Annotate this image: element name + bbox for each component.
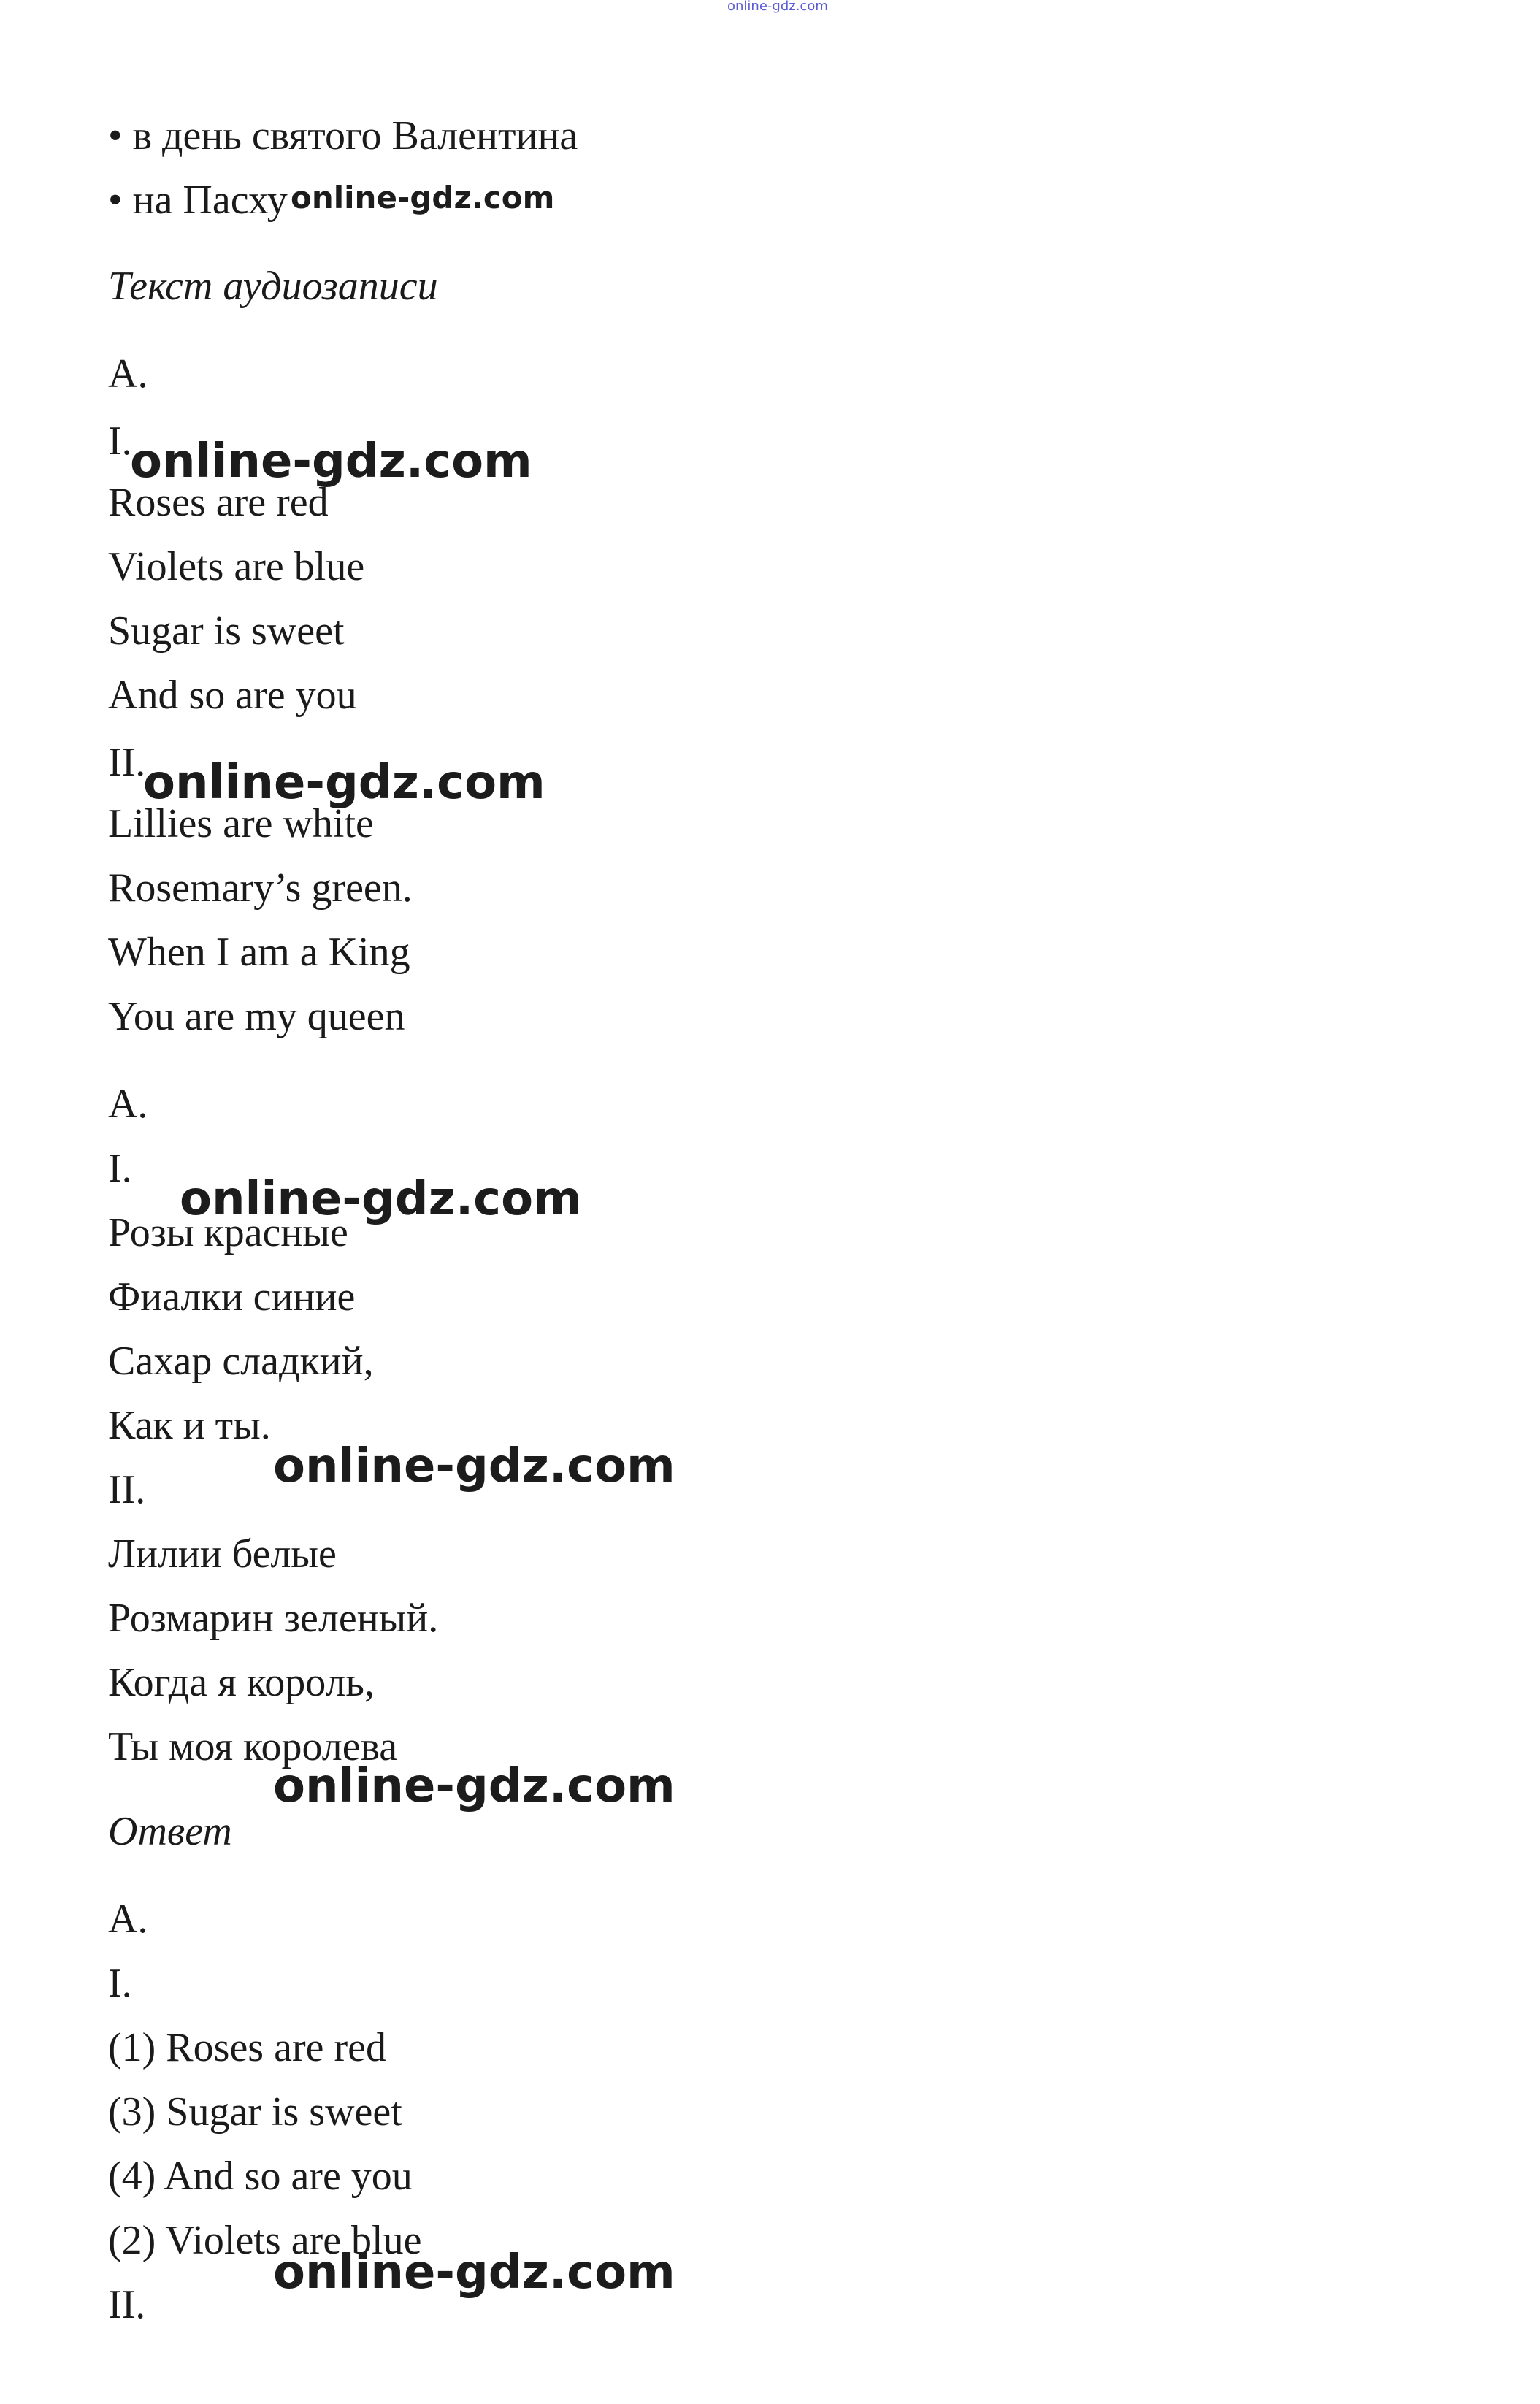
original-part2-line-1: Lillies are white [108, 801, 374, 846]
watermark-2: online-gdz.com [130, 435, 532, 489]
translation-part1-label: I. [108, 1146, 132, 1191]
translation-part2-line-2: Розмарин зеленый. [108, 1596, 439, 1641]
original-part1-line-4: And so are you [108, 673, 357, 718]
watermark-6: online-gdz.com [273, 1759, 675, 1813]
translation-part1-line-1: Розы красные [108, 1210, 348, 1255]
original-part2-line-4: You are my queen [108, 994, 405, 1039]
original-part2-line-3: When I am a King [108, 930, 410, 975]
translation-part2-line-3: Когда я король, [108, 1660, 375, 1705]
translation-section-a: A. [108, 1082, 148, 1127]
translation-part1-line-4: Как и ты. [108, 1403, 271, 1448]
answer-line-3: (4) And so are you [108, 2154, 413, 2199]
watermark-3: online-gdz.com [143, 756, 545, 810]
watermark-7: online-gdz.com [273, 2246, 675, 2300]
translation-part2-label: II. [108, 1467, 146, 1512]
translation-part1-line-3: Сахар сладкий, [108, 1339, 374, 1384]
original-part1-line-2: Violets are blue [108, 544, 365, 589]
original-part1-line-3: Sugar is sweet [108, 608, 345, 654]
original-section-a: A. [108, 351, 148, 397]
audio-heading: Текст аудиозаписи [108, 264, 438, 309]
original-part1-label: I. [108, 418, 132, 464]
watermark-5: online-gdz.com [273, 1439, 675, 1493]
translation-part2-line-1: Лилии белые [108, 1531, 337, 1577]
answer-section-a: A. [108, 1896, 148, 1942]
answer-line-4: (2) Violets are blue [108, 2218, 422, 2263]
bullet-easter: • на Пасху [108, 177, 288, 223]
watermark-4: online-gdz.com [180, 1172, 582, 1226]
answer-line-1: (1) Roses are red [108, 2025, 386, 2070]
top-watermark: online-gdz.com [727, 0, 828, 14]
answer-part2-label: II. [108, 2282, 146, 2327]
translation-part1-line-2: Фиалки синие [108, 1274, 356, 1320]
answer-heading: Ответ [108, 1809, 232, 1854]
watermark-1: online-gdz.com [291, 180, 555, 215]
original-part1-line-1: Roses are red [108, 480, 329, 525]
answer-part1-label: I. [108, 1961, 132, 2006]
original-part2-line-2: Rosemary’s green. [108, 865, 413, 911]
answer-line-2: (3) Sugar is sweet [108, 2089, 402, 2135]
translation-part2-line-4: Ты моя королева [108, 1724, 398, 1769]
bullet-valentine: • в день святого Валентина [108, 113, 578, 158]
original-part2-label: II. [108, 740, 146, 785]
